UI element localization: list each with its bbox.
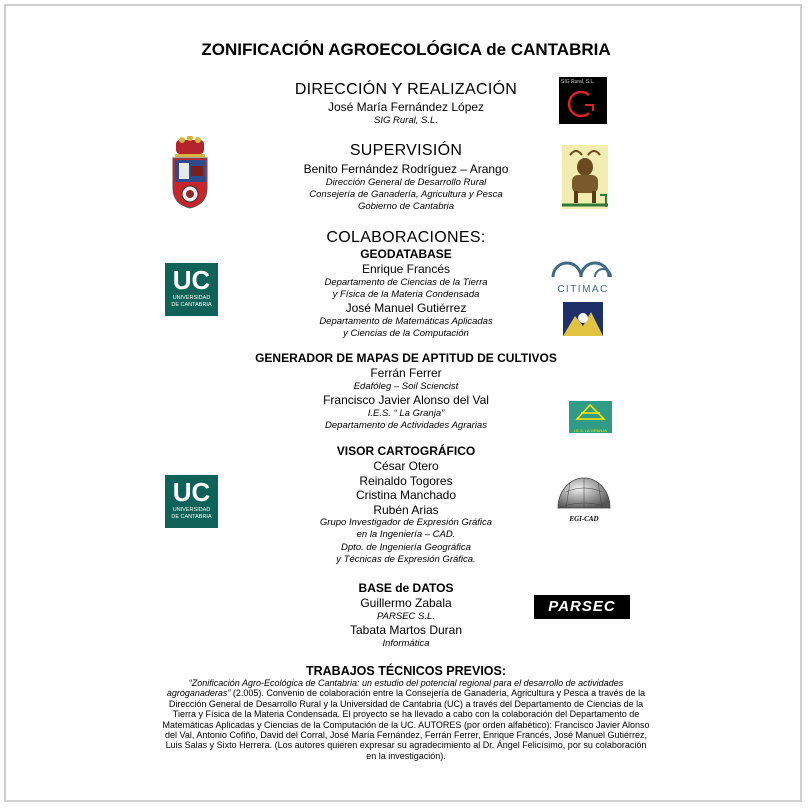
egi-cad-logo: [552, 470, 616, 526]
supervision-line-2: Consejería de Ganadería, Agricultura y Pesca: [309, 189, 503, 200]
generador-p2-line-1: I.E.S. “ La Granja”: [367, 408, 445, 419]
generador-person-2: Francisco Javier Alonso del Val: [323, 393, 489, 407]
visor-line-3: Dpto. de Ingeniería Geográfica: [341, 542, 471, 553]
citimac-waves-icon: [550, 251, 616, 279]
trabajos-paragraph: [160, 678, 652, 761]
generador-person-1: Ferrán Ferrer: [370, 366, 442, 380]
uc-logo-letters: UC: [172, 265, 211, 295]
ganaderia-goat-logo: [562, 145, 608, 209]
base-p1-line: PARSEC S.L.: [377, 611, 435, 622]
supervision-heading: SUPERVISIÓN: [349, 142, 463, 159]
direccion-name: José María Fernández López: [327, 100, 485, 114]
visor-person-3: Cristina Manchado: [355, 488, 457, 502]
visor-person-1: César Otero: [373, 459, 439, 473]
generador-p1-line: Edafóleg – Soil Sciencist: [353, 381, 459, 392]
parsec-logo: PARSEC: [534, 595, 630, 619]
uc-logo: [165, 263, 218, 316]
geodatabase-p2-line-2: y Ciencias de la Computación: [343, 328, 469, 339]
direccion-org: SIG Rural, S.L.: [374, 115, 438, 126]
ies-la-granja-logo: [569, 401, 612, 433]
uc-logo: [165, 475, 218, 528]
supervision-line-3: Gobierno de Cantabria: [357, 201, 455, 212]
trabajos-italic: “Zonificación Agro-Ecológica de Cantabria: un estudio del potencial regional para el desarrollo de actividades agroganaderas”: [166, 678, 624, 699]
supervision-name: Benito Fernández Rodríguez – Arango: [303, 162, 509, 176]
geodatabase-p1-line-1: Departamento de Ciencias de la Tierra: [324, 277, 488, 288]
goat-icon: [562, 145, 608, 209]
colaboraciones-heading: COLABORACIONES:: [326, 229, 486, 246]
geodatabase-heading: GEODATABASE: [360, 247, 452, 261]
uc-logo-line-2: DE CANTABRIA: [171, 514, 212, 520]
matematicas-dept-logo: [563, 302, 603, 336]
generador-heading: GENERADOR DE MAPAS DE APTITUD DE CULTIVOS: [255, 351, 557, 365]
generador-p2-line-2: Departamento de Actividades Agrarias: [325, 420, 487, 431]
citimac-text: CITIMAC: [557, 284, 609, 295]
supervision-line-1: Dirección General de Desarrollo Rural: [325, 177, 487, 188]
base-p2-line: Informática: [382, 638, 430, 649]
visor-heading: VISOR CARTOGRÁFICO: [336, 444, 476, 458]
uc-logo-letters: UC: [172, 477, 211, 507]
uc-logo-line-1: UNIVERSIDAD: [172, 295, 211, 301]
dome-icon: [552, 470, 616, 510]
visor-line-2: en la Ingeniería – CAD.: [356, 529, 456, 540]
uc-logo-line-2: DE CANTABRIA: [171, 302, 212, 308]
geodatabase-person-1: Enrique Francés: [361, 262, 451, 276]
visor-person-2: Reinaldo Togores: [359, 474, 453, 488]
sig-rural-logo-text: SIG Rural, S.L.: [561, 79, 595, 85]
trabajos-body: (2.005). Convenio de colaboración entre la Consejería de Ganadería, Agricultura y Pesca a través de la Dirección General de Desarrollo Rural y la Universidad de Cantabria (UC) a través del Departamento de Ciencias de la Tierra y Física de la Materia Condensada. El proyecto se ha llevado a cabo con la colaboración del Departamento de Matemáticas Aplicadas y Ciencias de la Computación de la UC. AUTORES (por orden alfabético): Francisco Javier Alonso del Val, Antonio Cofiño, David del Corral, José María Fernández, Ferrán Ferrer, Enrique Francés, José Manuel Gutiérrez, Luis Salas y Sixto Herrera. (Los autores quieren expresar su agradecimiento al Dr. Ángel Felicísimo, por su colaboración en la investigación).: [162, 688, 650, 761]
geodatabase-person-2: José Manuel Gutiérrez: [345, 301, 467, 315]
base-person-1: Guillermo Zabala: [360, 596, 452, 610]
visor-person-4: Rubén Arias: [373, 503, 439, 517]
visor-line-1: Grupo Investigador de Expresión Gráfica: [319, 517, 493, 528]
sig-rural-logo-icon: [559, 77, 607, 124]
trabajos-heading: TRABAJOS TÉCNICOS PREVIOS:: [305, 664, 507, 678]
base-person-2: Tabata Martos Duran: [349, 623, 463, 637]
cantabria-coat-of-arms-icon: [169, 136, 211, 210]
base-datos-heading: BASE de DATOS: [358, 581, 454, 595]
egi-cad-text: EGI-CAD: [569, 515, 599, 523]
granja-logo-text: I.E.S. LA GRANJA: [574, 428, 607, 433]
sig-rural-logo: [559, 77, 607, 124]
uc-logo-line-1: UNIVERSIDAD: [172, 507, 211, 513]
visor-line-4: y Técnicas de Expresión Gráfica.: [336, 554, 476, 565]
page-title: ZONIFICACIÓN AGROECOLÓGICA de CANTABRIA: [201, 40, 611, 59]
citimac-logo: [550, 251, 616, 295]
direccion-heading: DIRECCIÓN Y REALIZACIÓN: [294, 81, 518, 98]
geodatabase-p1-line-2: y Física de la Materia Condensada: [332, 289, 480, 300]
granja-emblem-icon: [569, 401, 612, 423]
geodatabase-p2-line-1: Departamento de Matemáticas Aplicadas: [319, 316, 493, 327]
